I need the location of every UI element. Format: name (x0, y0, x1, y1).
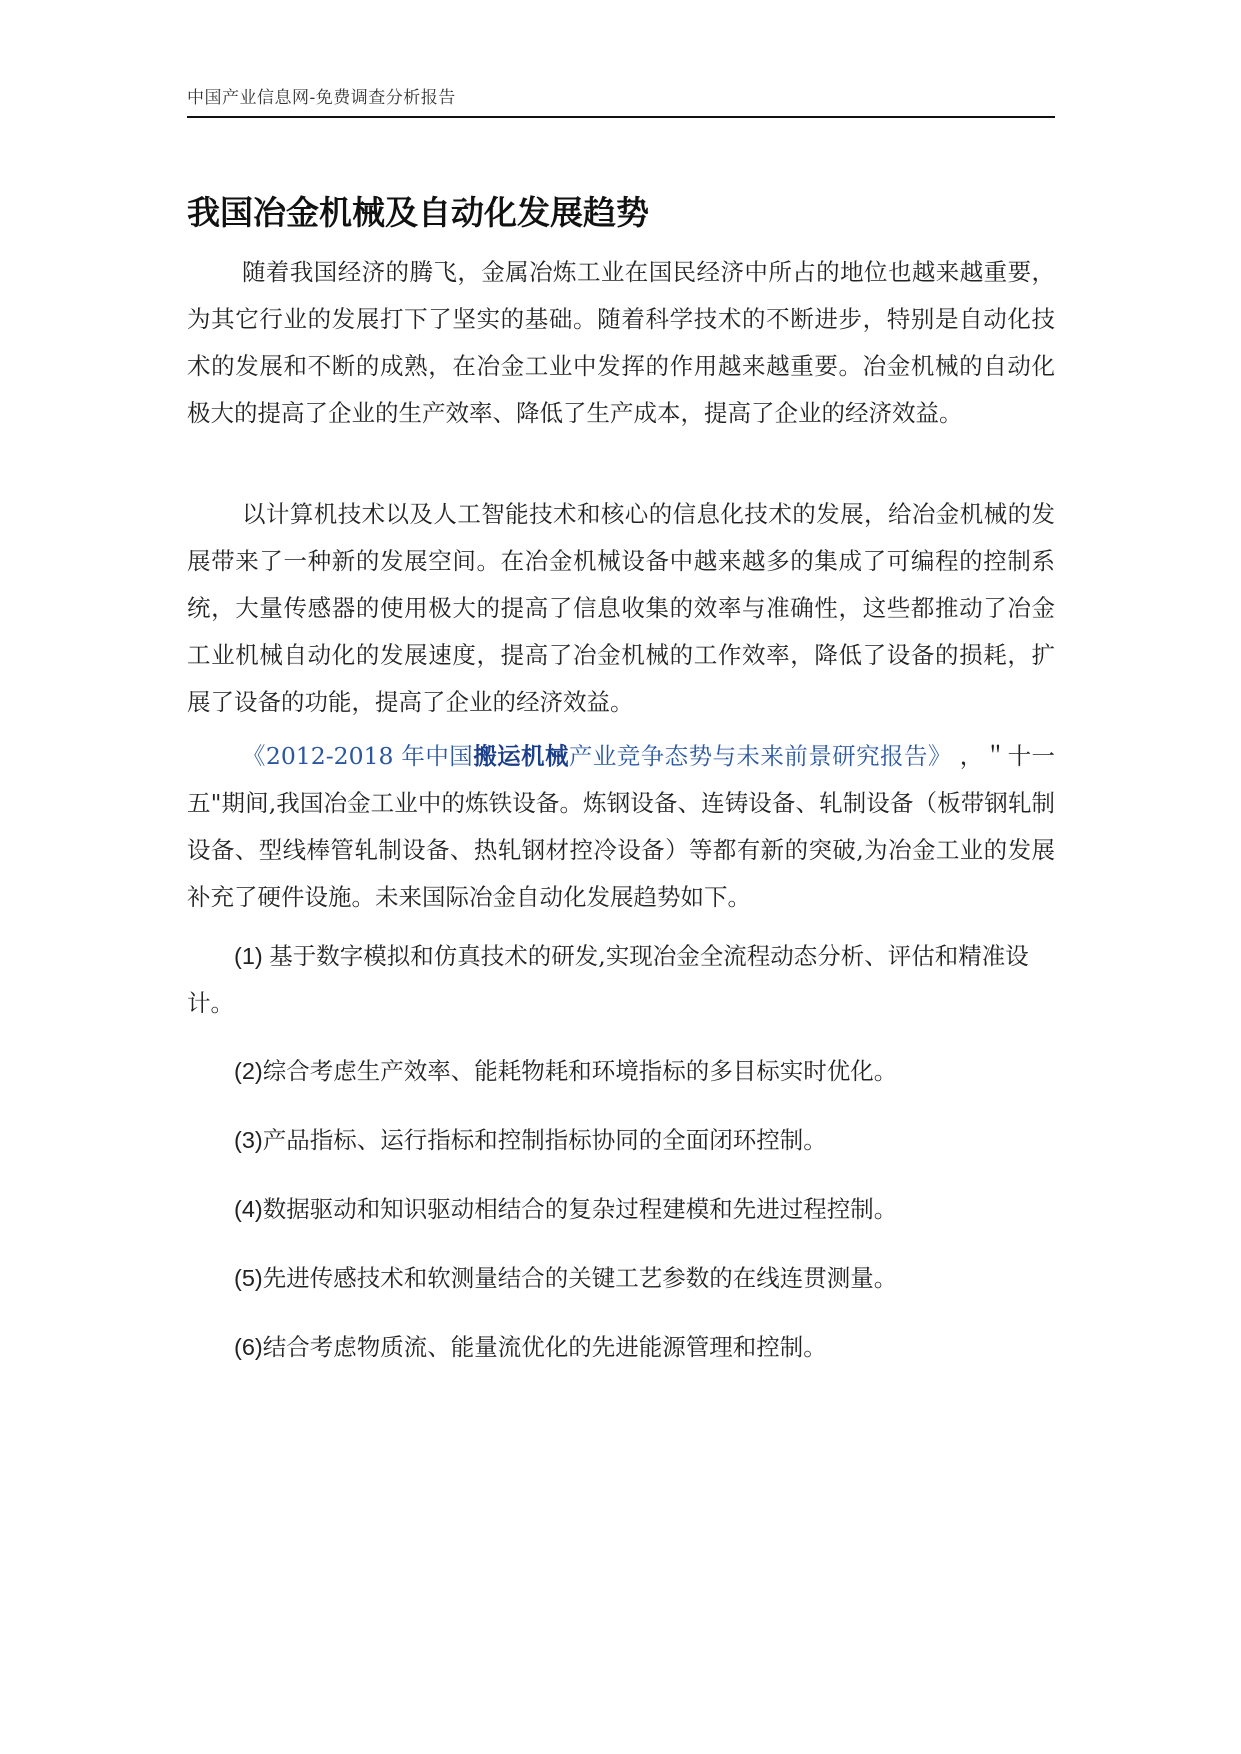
paragraph-report-text: ，＂十一五"期间,我国冶金工业中的炼铁设备。炼钢设备、连铸设备、轧制设备（板带钢轧制设备、型线棒管轧制设备、热轧钢材控冷设备）等都有新的突破,为冶金工业的发展补充了硬件设施。未来国际冶金自动化发展趋势如下。 (187, 742, 1056, 911)
trend-text: 数据驱动和知识驱动相结合的复杂过程建模和先进过程控制。 (262, 1195, 898, 1223)
trend-number: (3) (234, 1127, 263, 1153)
trend-number: (5) (234, 1265, 263, 1291)
trend-number: (2) (234, 1058, 263, 1084)
paragraph-intro: 随着我国经济的腾飞，金属冶炼工业在国民经济中所占的地位也越来越重要，为其它行业的发展打下了坚实的基础。随着科学技术的不断进步，特别是自动化技术的发展和不断的成熟，在冶金工业中发挥的作用越来越重要。冶金机械的自动化极大的提高了企业的生产效率、降低了生产成本，提高了企业的经济效益。 (187, 258, 1055, 427)
trend-text: 基于数字模拟和仿真技术的研发,实现冶金全流程动态分析、评估和精准设计。 (187, 942, 1029, 1017)
paragraph-report (187, 733, 1055, 921)
trend-number: (6) (234, 1334, 263, 1360)
trend-item (187, 1048, 1055, 1095)
report-link-keyword: 搬运机械 (473, 742, 569, 770)
trend-item (187, 1255, 1055, 1302)
trend-text: 先进传感技术和软测量结合的关键工艺参数的在线连贯测量。 (262, 1264, 898, 1292)
trend-text: 结合考虑物质流、能量流优化的先进能源管理和控制。 (262, 1333, 827, 1361)
report-link-prefix: 《2012-2018 年中国 (242, 742, 474, 770)
paragraph-technology: 以计算机技术以及人工智能技术和核心的信息化技术的发展，给冶金机械的发展带来了一种新的发展空间。在冶金机械设备中越来越多的集成了可编程的控制系统，大量传感器的使用极大的提高了信息收集的效率与准确性，这些都推动了冶金工业机械自动化的发展速度，提高了冶金机械的工作效率，降低了设备的损耗，扩展了设备的功能，提高了企业的经济效益。 (187, 500, 1055, 716)
trend-item (187, 933, 1055, 1027)
trend-number: (4) (234, 1196, 263, 1222)
trend-number: (1) (234, 943, 270, 969)
article-title: 我国冶金机械及自动化发展趋势 (187, 193, 649, 232)
page-header (187, 86, 1055, 118)
trend-text: 综合考虑生产效率、能耗物耗和环境指标的多目标实时优化。 (262, 1057, 898, 1085)
report-link-suffix: 产业竞争态势与未来前景研究报告》 (568, 742, 952, 770)
trend-item (187, 1117, 1055, 1164)
report-link[interactable] (242, 742, 952, 770)
trend-item (187, 1186, 1055, 1233)
trend-item (187, 1324, 1055, 1371)
trend-text: 产品指标、运行指标和控制指标协同的全面闭环控制。 (262, 1126, 827, 1154)
header-site-text: 中国产业信息网-免费调查分析报告 (187, 88, 456, 108)
